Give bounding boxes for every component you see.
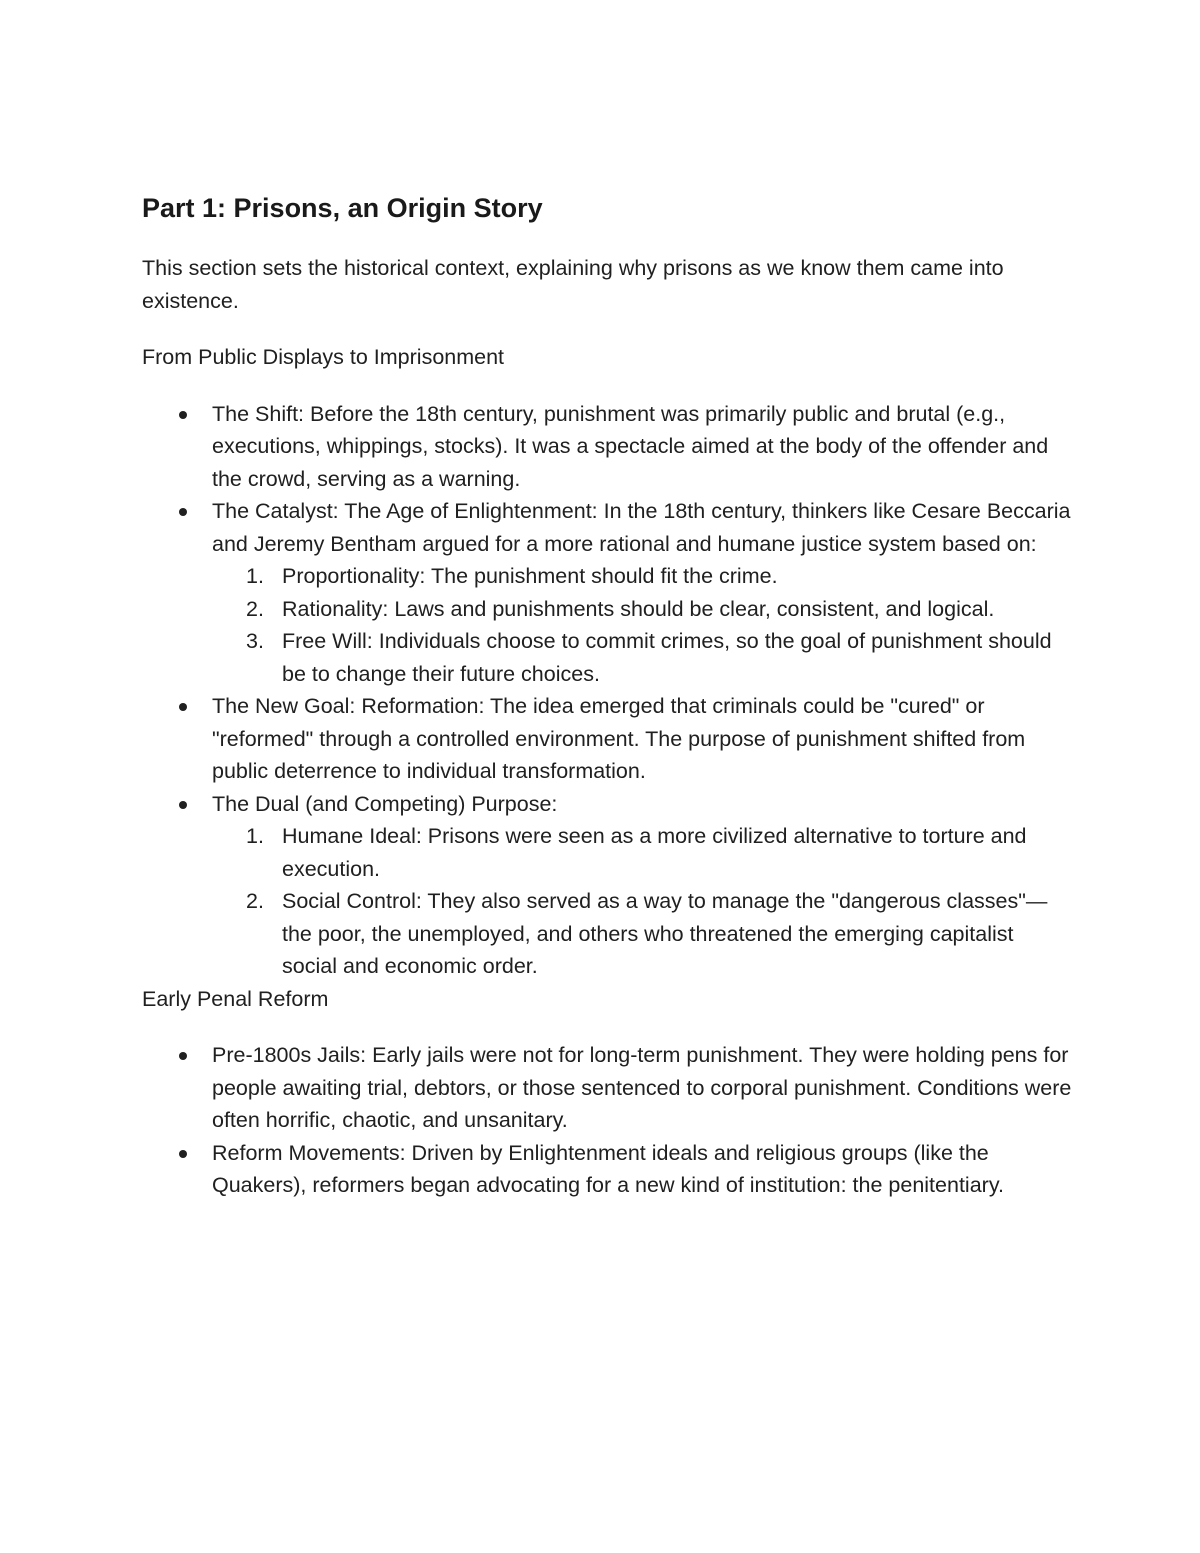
bullet-text: The Shift: Before the 18th century, punishment was primarily public and brutal (e.g., executions, whippings, stocks). It was a spectacle aimed at the body of the offender and the crowd, serving as a warning. [212, 401, 1049, 491]
numbered-list [212, 560, 1072, 690]
bullet-text: The Catalyst: The Age of Enlightenment: In the 18th century, thinkers like Cesare Beccaria and Jeremy Bentham argued for a more rational and humane justice system based on: [212, 499, 1071, 556]
item-number: 3. [246, 629, 264, 653]
bullet-icon [179, 703, 187, 711]
numbered-list [212, 820, 1072, 983]
item-text: Humane Ideal: Prisons were seen as a more civilized alternative to torture and execution. [282, 824, 1027, 881]
bullet-icon [179, 1052, 187, 1060]
numbered-item [246, 885, 1072, 983]
item-number: 1. [246, 564, 264, 588]
bullet-text: The New Goal: Reformation: The idea emerged that criminals could be "cured" or "reformed" through a controlled environment. The purpose of punishment shifted from public deterrence to individual transformation. [212, 694, 1026, 783]
bullet-text: The Dual (and Competing) Purpose: [212, 791, 558, 816]
section-heading-public-displays: From Public Displays to Imprisonment [142, 345, 505, 369]
bullet-item [212, 788, 1072, 983]
bullet-icon [179, 508, 187, 516]
item-text: Social Control: They also served as a way to manage the "dangerous classes"—the poor, the unemployed, and others who threatened the emerging capitalist social and economic order. [282, 889, 1048, 978]
item-text: Free Will: Individuals choose to commit crimes, so the goal of punishment should be to change their future choices. [282, 629, 1052, 686]
bullet-text: Pre-1800s Jails: Early jails were not for long-term punishment. They were holding pens for people awaiting trial, debtors, or those sentenced to corporal punishment. Conditions were often horrific, chaotic, and unsanitary. [212, 1043, 1072, 1132]
bullet-icon [179, 801, 187, 809]
item-text: Rationality: Laws and punishments should be clear, consistent, and logical. [282, 596, 995, 621]
numbered-item [246, 625, 1072, 690]
section-heading-early-penal-reform: Early Penal Reform [142, 986, 329, 1011]
section1-bullet-list [142, 398, 1072, 983]
numbered-item [246, 560, 1072, 593]
bullet-item [212, 690, 1072, 788]
item-text: Proportionality: The punishment should fit the crime. [282, 564, 778, 588]
numbered-item [246, 820, 1072, 885]
bullet-icon [179, 1150, 187, 1158]
numbered-item [246, 593, 1072, 626]
item-number: 1. [246, 824, 264, 848]
bullet-item [212, 1137, 1072, 1202]
document-page [142, 188, 1072, 1202]
item-number: 2. [246, 889, 264, 913]
bullet-item [212, 398, 1072, 496]
bullet-item [212, 495, 1072, 690]
bullet-text: Reform Movements: Driven by Enlightenment ideals and religious groups (like the Quakers), reformers began advocating for a new kind of institution: the penitentiary. [212, 1140, 1004, 1197]
section2-bullet-list [142, 1039, 1072, 1202]
bullet-item [212, 1039, 1072, 1137]
item-number: 2. [246, 596, 264, 621]
intro-paragraph: This section sets the historical context, explaining why prisons as we know them came into existence. [142, 256, 1004, 313]
bullet-icon [179, 411, 187, 419]
page-title: Part 1: Prisons, an Origin Story [142, 193, 543, 223]
